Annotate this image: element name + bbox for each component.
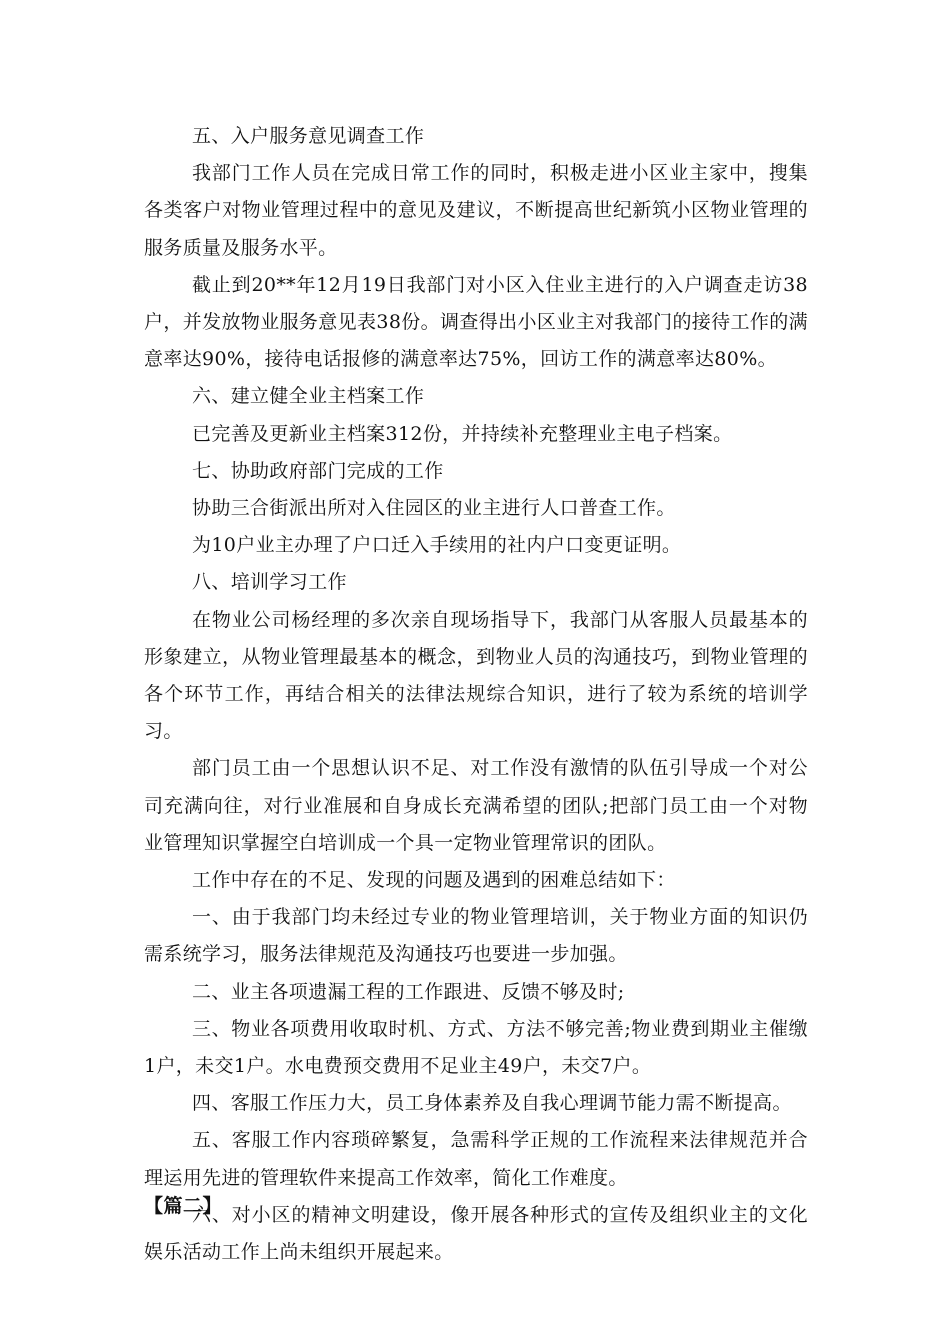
paragraph-survey-intro: 我部门工作人员在完成日常工作的同时，积极走进小区业主家中，搜集各类客户对物业管理过程中的意见及建议，不断提高世纪新筑小区物业管理的服务质量及服务水平。 — [144, 162, 808, 259]
paragraph-owner-archives: 已完善及更新业主档案312份，并持续补充整理业主电子档案。 — [192, 422, 733, 445]
problem-item-5: 五、客服工作内容琐碎繁复，急需科学正规的工作流程来法律规范并合理运用先进的管理软件来提高工作效率，简化工作难度。 — [144, 1129, 808, 1189]
paragraph-survey-results: 截止到20**年12月19日我部门对小区入住业主进行的入户调查走访38户，并发放物业服务意见表38份。调查得出小区业主对我部门的接待工作的满意率达90%，接待电话报修的满意率达75%，回访工作的满意率达80%。 — [144, 273, 808, 371]
problem-item-1: 一、由于我部门均未经过专业的物业管理培训，关于物业方面的知识仍需系统学习，服务法律规范及沟通技巧也要进一步加强。 — [144, 906, 808, 966]
heading-owner-archives: 六、建立健全业主档案工作 — [192, 385, 425, 408]
paragraph-training-detail: 在物业公司杨经理的多次亲自现场指导下，我部门从客服人员最基本的形象建立，从物业管理最基本的概念，到物业人员的沟通技巧，到物业管理的各个环节工作，再结合相关的法律法规综合知识，进行了较为系统的培训学习。 — [144, 608, 808, 743]
problem-item-2: 二、业主各项遗漏工程的工作跟进、反馈不够及时; — [192, 980, 625, 1003]
paragraph-census: 协助三合街派出所对入住园区的业主进行人口普查工作。 — [192, 497, 676, 520]
paragraph-team-growth: 部门员工由一个思想认识不足、对工作没有激情的队伍引导成一个对公司充满向往，对行业准展和自身成长充满希望的团队;把部门员工由一个对物业管理知识掌握空白培训成一个具一定物业管理常识的团队。 — [144, 757, 808, 854]
heading-problems-summary: 工作中存在的不足、发现的问题及遇到的困难总结如下： — [192, 869, 676, 892]
heading-government-assistance: 七、协助政府部门完成的工作 — [192, 459, 444, 482]
problem-item-4: 四、客服工作压力大，员工身体素养及自我心理调节能力需不断提高。 — [192, 1092, 792, 1115]
document-body — [144, 118, 808, 1271]
problem-item-6: 六、对小区的精神文明建设，像开展各种形式的宣传及组织业主的文化娱乐活动工作上尚未组织开展起来。 — [144, 1203, 808, 1264]
heading-training: 八、培训学习工作 — [192, 571, 347, 594]
paragraph-household-registration: 为10户业主办理了户口迁入手续用的社内户口变更证明。 — [192, 534, 682, 557]
heading-household-survey: 五、入户服务意见调查工作 — [192, 125, 425, 147]
problem-item-3: 三、物业各项费用收取时机、方式、方法不够完善;物业费到期业主催缴1户，未交1户。水电费预交费用不足业主49户，未交7户。 — [144, 1017, 808, 1078]
next-section-heading: 【篇二】 — [144, 1195, 223, 1217]
